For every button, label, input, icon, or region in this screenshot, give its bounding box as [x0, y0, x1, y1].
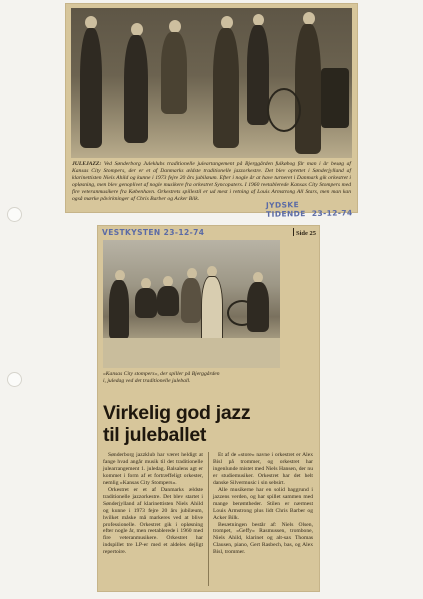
- stamp-date: 23-12-74: [163, 228, 205, 237]
- binder-hole-top: [7, 207, 22, 222]
- photo-caption-top: [72, 161, 351, 202]
- headline-line-2: til juleballet: [103, 424, 207, 446]
- binder-hole-bottom: [7, 372, 22, 387]
- newspaper-clipping-lower: [98, 226, 319, 591]
- article-column-1: [103, 452, 203, 556]
- caption-text: Ved Sønderborg Juleklubs traditionelle juleartangement på Bjerggården fulkøbog får man i år besøg af Kansas City Stompers, der er et af Danmarks ældste traditionelle jazzorkestre. Det blev oprettet i Sønderjylland af klarinettisten Niels Ahild og kunne i 1973 fejre 20 års jubilæum. Efter i nogle år at have turneret i Danmark gik orkestret i opløsning, men blev genoplivet af nogle musikere fra orkestret Syncopaters. I 1960 reetablerede Kansas City Stompers med fire veteranmusikere fra København. Orkestrets spillestil er ud mest i retning af Louis Armstrong All Stars, men man kan også mærke påvirkninger af Chris Barber og Acker Bilk.: [72, 161, 351, 202]
- paragraph: Sønderborg jazzklub har været heldigt at fange hvad angår musik til det traditionelle julearrangement 1. juledag. Balsalens agt er kommet i form af et fortræffeligt orkester, nemlig »Kansas City Stompers«.: [103, 452, 203, 486]
- stamp-date: 23-12-74: [311, 208, 353, 218]
- caption-lead: JULEJAZZ:: [72, 161, 102, 167]
- paragraph: Alle musikerne har en solid baggrund i jazzens verden, og har spillet sammen med mange berømtheder. Stilen er nærmest Louis Armstrong plus lidt Chris Barber og Acker Bilk.: [213, 486, 313, 521]
- band-photo-lower: [103, 240, 280, 368]
- band-photo-top: [71, 8, 352, 158]
- article-column-2: [213, 452, 313, 556]
- headline-line-1: Virkelig god jazz: [103, 402, 251, 424]
- page-label: [293, 228, 316, 237]
- column-divider: [208, 452, 209, 586]
- stamp-paper: VESTKYSTEN: [102, 228, 161, 237]
- headline: [103, 402, 313, 446]
- paragraph: Et af de »store« navne i orkestret er Alex Bisl på trommer, og orkestret har ingenlunde mistet med Niels Hansen, der nu er studiemusiker. Orkestret har det helt danske Silvermusic i sin sebsirt.: [213, 452, 313, 486]
- source-stamp-lower: [102, 228, 204, 237]
- stamp-paper: JYDSKE TIDENDE: [265, 200, 306, 219]
- paragraph: Orkestret er et af Danmarks ældste traditionelle jazzorkestre. Det blev startet i Sønderjylland af klarinettisten Niels Ahild og kunne i 1973 fejre 20 års jubilæum, hvilket måske må markeres ved at blive professionelle. Orkestret gik i opløsning efter nogle år, men reetablerede i 1960 med fire veteranmusikere. Orkestret har indspillet tre LP-er med et aldeles dejligt repertoire.: [103, 486, 203, 556]
- page-number: Side 25: [295, 230, 316, 237]
- source-stamp-top: [266, 199, 357, 219]
- paragraph: Besætningen består af: Niels Olsen, trompet, »Geffy« Rasmussen, trombone, Niels Ahild, klarinet og alt-sax Thomas Clausen, piano, Gert Rasbech, bas, og Alex Bisl, trommer.: [213, 521, 313, 556]
- newspaper-clipping-top: [66, 4, 357, 219]
- photo-caption-lower: »Kansas City stompers«, der spiller på Bjerggården i, juledag ved det traditionelle juleball.: [103, 371, 220, 384]
